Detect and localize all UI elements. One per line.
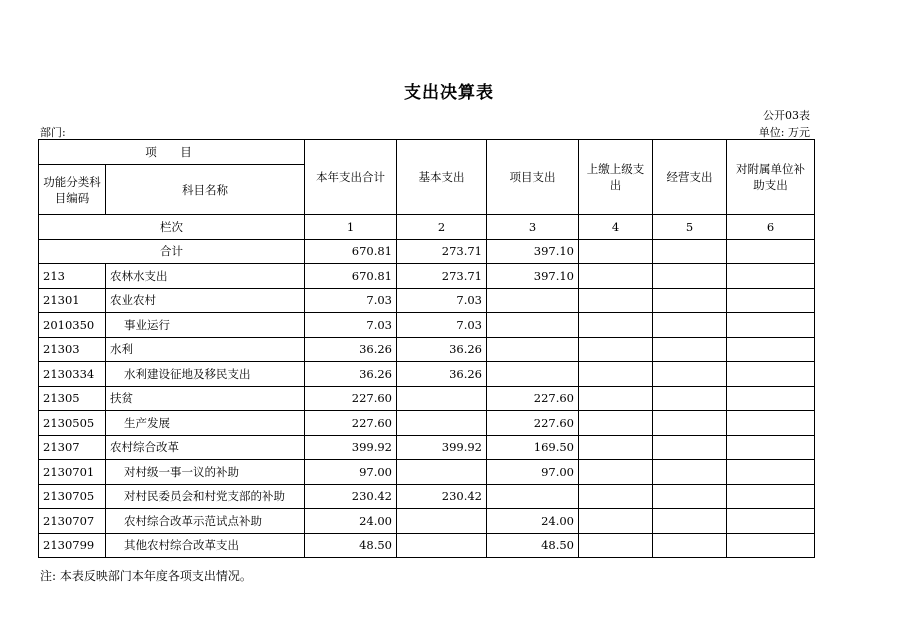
- header-subject-name: 科目名称: [106, 165, 305, 215]
- row-operating: [653, 337, 727, 362]
- total-operating: [653, 239, 727, 264]
- row-total: 24.00: [305, 509, 397, 534]
- table-row: [39, 386, 815, 411]
- table-row: [39, 533, 815, 558]
- row-operating: [653, 460, 727, 485]
- row-upper: [579, 362, 653, 387]
- row-code: 2130505: [39, 411, 106, 436]
- header-col5: 经营支出: [653, 140, 727, 215]
- row-upper: [579, 337, 653, 362]
- total-amount: 670.81: [305, 239, 397, 264]
- row-basic: [397, 460, 487, 485]
- row-basic: 399.92: [397, 435, 487, 460]
- row-basic: [397, 386, 487, 411]
- row-operating: [653, 264, 727, 289]
- row-code: 2010350: [39, 313, 106, 338]
- table-row: [39, 460, 815, 485]
- form-number: 公开03表: [763, 109, 810, 122]
- row-project: [487, 313, 579, 338]
- total-subsidy: [727, 239, 815, 264]
- total-label: 合计: [39, 239, 305, 264]
- table-row: [39, 484, 815, 509]
- row-operating: [653, 362, 727, 387]
- row-subsidy: [727, 337, 815, 362]
- row-name: 对村民委员会和村党支部的补助: [106, 484, 305, 509]
- row-project: 48.50: [487, 533, 579, 558]
- row-upper: [579, 460, 653, 485]
- row-operating: [653, 435, 727, 460]
- row-name: 农村综合改革: [106, 435, 305, 460]
- row-project: 97.00: [487, 460, 579, 485]
- row-name: 事业运行: [106, 313, 305, 338]
- row-upper: [579, 264, 653, 289]
- row-basic: 7.03: [397, 288, 487, 313]
- header-col6: 对附属单位补助支出: [727, 140, 815, 215]
- row-code: 21301: [39, 288, 106, 313]
- row-project: [487, 337, 579, 362]
- row-name: 其他农村综合改革支出: [106, 533, 305, 558]
- table-row: [39, 264, 815, 289]
- row-operating: [653, 386, 727, 411]
- row-operating: [653, 313, 727, 338]
- column-index-3: 3: [487, 215, 579, 240]
- footnote: 注: 本表反映部门本年度各项支出情况。: [40, 569, 252, 583]
- header-col3: 项目支出: [487, 140, 579, 215]
- row-project: 397.10: [487, 264, 579, 289]
- table-row: [39, 411, 815, 436]
- row-total: 48.50: [305, 533, 397, 558]
- row-code: 2130705: [39, 484, 106, 509]
- row-project: 24.00: [487, 509, 579, 534]
- header-col1: 本年支出合计: [305, 140, 397, 215]
- row-name: 水利: [106, 337, 305, 362]
- row-subsidy: [727, 484, 815, 509]
- row-upper: [579, 509, 653, 534]
- row-project: [487, 288, 579, 313]
- row-project: 227.60: [487, 386, 579, 411]
- table-row: [39, 288, 815, 313]
- row-project: 169.50: [487, 435, 579, 460]
- row-subsidy: [727, 386, 815, 411]
- header-row-1: [39, 140, 815, 165]
- row-operating: [653, 533, 727, 558]
- row-code: 21305: [39, 386, 106, 411]
- row-subsidy: [727, 288, 815, 313]
- row-name: 农村综合改革示范试点补助: [106, 509, 305, 534]
- table-row: [39, 435, 815, 460]
- row-total: 36.26: [305, 337, 397, 362]
- row-upper: [579, 484, 653, 509]
- row-subsidy: [727, 264, 815, 289]
- column-index-5: 5: [653, 215, 727, 240]
- row-total: 670.81: [305, 264, 397, 289]
- page-title: 支出决算表: [404, 83, 494, 103]
- row-code: 2130334: [39, 362, 106, 387]
- total-basic: 273.71: [397, 239, 487, 264]
- row-operating: [653, 484, 727, 509]
- column-index-2: 2: [397, 215, 487, 240]
- row-basic: [397, 533, 487, 558]
- row-total: 97.00: [305, 460, 397, 485]
- header-col4: 上缴上级支出: [579, 140, 653, 215]
- row-total: 36.26: [305, 362, 397, 387]
- row-project: 227.60: [487, 411, 579, 436]
- total-project: 397.10: [487, 239, 579, 264]
- column-index-row: [39, 215, 815, 240]
- row-basic: [397, 411, 487, 436]
- expenditure-table: [38, 139, 815, 558]
- row-subsidy: [727, 313, 815, 338]
- column-index-1: 1: [305, 215, 397, 240]
- row-upper: [579, 533, 653, 558]
- row-basic: 7.03: [397, 313, 487, 338]
- row-operating: [653, 288, 727, 313]
- total-row: [39, 239, 815, 264]
- row-name: 农业农村: [106, 288, 305, 313]
- row-basic: [397, 509, 487, 534]
- row-subsidy: [727, 509, 815, 534]
- row-code: 21303: [39, 337, 106, 362]
- header-project: 项 目: [39, 140, 305, 165]
- row-name: 对村级一事一议的补助: [106, 460, 305, 485]
- row-operating: [653, 411, 727, 436]
- row-upper: [579, 435, 653, 460]
- row-operating: [653, 509, 727, 534]
- row-total: 7.03: [305, 288, 397, 313]
- row-upper: [579, 386, 653, 411]
- row-subsidy: [727, 460, 815, 485]
- row-total: 227.60: [305, 411, 397, 436]
- row-project: [487, 484, 579, 509]
- row-code: 2130707: [39, 509, 106, 534]
- row-total: 7.03: [305, 313, 397, 338]
- row-code: 213: [39, 264, 106, 289]
- table-row: [39, 362, 815, 387]
- row-basic: 36.26: [397, 362, 487, 387]
- unit-label: 单位: 万元: [758, 126, 810, 139]
- row-subsidy: [727, 533, 815, 558]
- header-col2: 基本支出: [397, 140, 487, 215]
- row-total: 227.60: [305, 386, 397, 411]
- total-upper: [579, 239, 653, 264]
- department-label: 部门:: [40, 126, 66, 139]
- row-project: [487, 362, 579, 387]
- header-func-code: 功能分类科目编码: [39, 165, 106, 215]
- row-upper: [579, 313, 653, 338]
- column-index-4: 4: [579, 215, 653, 240]
- row-code: 2130799: [39, 533, 106, 558]
- table-row: [39, 337, 815, 362]
- column-index-6: 6: [727, 215, 815, 240]
- row-code: 2130701: [39, 460, 106, 485]
- row-code: 21307: [39, 435, 106, 460]
- row-total: 230.42: [305, 484, 397, 509]
- row-upper: [579, 411, 653, 436]
- column-index-label: 栏次: [39, 215, 305, 240]
- row-name: 水利建设征地及移民支出: [106, 362, 305, 387]
- row-total: 399.92: [305, 435, 397, 460]
- row-name: 生产发展: [106, 411, 305, 436]
- row-name: 农林水支出: [106, 264, 305, 289]
- row-subsidy: [727, 362, 815, 387]
- row-upper: [579, 288, 653, 313]
- row-subsidy: [727, 411, 815, 436]
- row-name: 扶贫: [106, 386, 305, 411]
- row-basic: 36.26: [397, 337, 487, 362]
- row-basic: 273.71: [397, 264, 487, 289]
- row-basic: 230.42: [397, 484, 487, 509]
- row-subsidy: [727, 435, 815, 460]
- table-row: [39, 313, 815, 338]
- table-row: [39, 509, 815, 534]
